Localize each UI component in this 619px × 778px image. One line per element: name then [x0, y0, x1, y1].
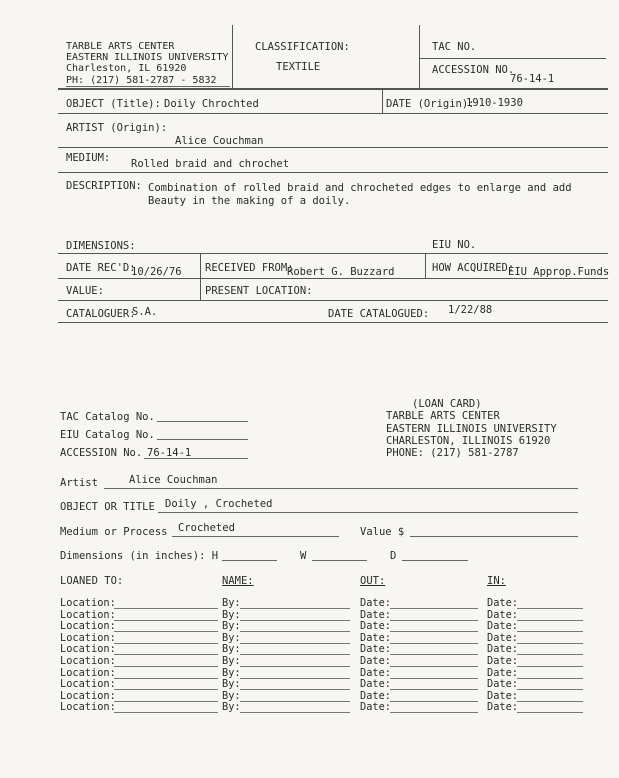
loan-row [60, 598, 590, 610]
location-label: Location: [60, 701, 116, 714]
date-recd-label: DATE REC'D: [66, 262, 136, 274]
loan-value-label: Value $ [360, 526, 405, 538]
loan-medium-line [172, 536, 339, 537]
location-label: Location: [60, 678, 116, 691]
rule-cataloguer [58, 322, 608, 323]
accession-label: ACCESSION NO. [432, 64, 515, 76]
out-date-label: Date: [360, 643, 391, 656]
accession-value: 76-14-1 [510, 73, 555, 85]
date-recd-value: 10/26/76 [131, 266, 182, 278]
loan-object-line [158, 512, 578, 513]
date-catalogued-label: DATE CATALOGUED: [328, 308, 430, 320]
location-label: Location: [60, 631, 116, 644]
location-label: Location: [60, 654, 116, 667]
by-label: By: [222, 597, 241, 609]
location-label: Location: [60, 608, 116, 621]
institution-line-4: PH: (217) 581-2787 - 5832 [66, 75, 217, 86]
location-label: Location: [60, 689, 116, 702]
object-value: Doily Chrochted [164, 98, 259, 110]
header-divider-1 [232, 25, 233, 88]
name-label: NAME: [222, 575, 254, 587]
location-label: Location: [60, 597, 116, 609]
loan-artist-value: Alice Couchman [129, 474, 218, 486]
eiu-no-label: EIU NO. [432, 239, 477, 251]
description-label: DESCRIPTION: [66, 180, 142, 192]
by-label: By: [222, 631, 241, 644]
date-catalogued-value: 1/22/88 [448, 304, 493, 316]
description-line-1: Combination of rolled braid and chrocheted edges to enlarge and add [148, 182, 572, 194]
loan-history-table [60, 598, 590, 714]
depth-line [402, 560, 468, 561]
tac-catalog-label: TAC Catalog No. [60, 411, 155, 423]
out-date-label: Date: [360, 631, 391, 644]
received-from-label: RECEIVED FROM: [205, 262, 294, 274]
tac-no-line [420, 58, 606, 59]
loaned-to-label: LOANED TO: [60, 575, 124, 587]
by-label: By: [222, 701, 241, 714]
medium-value: Rolled braid and chrochet [131, 158, 290, 170]
in-date-label: Date: [487, 631, 518, 644]
loan-address-2: EASTERN ILLINOIS UNIVERSITY [386, 423, 557, 435]
date-origin-label: DATE (Origin): [386, 98, 475, 110]
by-label: By: [222, 689, 241, 702]
loan-artist-label: Artist [60, 477, 98, 489]
loan-accession-label: ACCESSION No. [60, 447, 143, 459]
loan-card-title: (LOAN CARD) [412, 398, 482, 410]
eiu-catalog-label: EIU Catalog No. [60, 429, 155, 441]
out-date-label: Date: [360, 701, 391, 714]
object-date-divider [382, 89, 383, 113]
location-label: Location: [60, 620, 116, 633]
artist-label: ARTIST (Origin): [66, 122, 168, 134]
rule-object [58, 113, 608, 114]
how-acquired-value: EIU Approp.Funds [508, 266, 610, 278]
institution-line-2: EASTERN ILLINOIS UNIVERSITY [66, 52, 229, 63]
depth-label: D [390, 550, 397, 562]
out-date-label: Date: [360, 608, 391, 621]
loan-address-3: CHARLESTON, ILLINOIS 61920 [386, 435, 551, 447]
in-date-label: Date: [487, 678, 518, 691]
by-label: By: [222, 643, 241, 656]
loan-row [60, 656, 590, 668]
rule-value [58, 300, 608, 301]
by-label: By: [222, 666, 241, 679]
in-label: IN: [487, 575, 506, 587]
classification-value: TEXTILE [276, 61, 321, 73]
rule-received [58, 278, 608, 279]
eiu-catalog-line [157, 439, 248, 440]
by-label: By: [222, 608, 241, 621]
loan-dimensions-label: Dimensions (in inches): H [60, 550, 219, 562]
out-label: OUT: [360, 575, 386, 587]
in-date-label: Date: [487, 689, 518, 702]
location-line[interactable] [114, 712, 218, 713]
loan-medium-label: Medium or Process [60, 526, 168, 538]
loan-address-1: TARBLE ARTS CENTER [386, 410, 500, 422]
out-date-label: Date: [360, 666, 391, 679]
loan-row [60, 679, 590, 691]
recd-divider-1 [200, 254, 201, 300]
loan-object-label: OBJECT OR TITLE [60, 501, 155, 513]
institution-line-3: Charleston, IL 61920 [66, 63, 187, 74]
loan-object-value: Doily , Crocheted [165, 498, 273, 510]
present-location-label: PRESENT LOCATION: [205, 285, 313, 297]
object-label: OBJECT (Title): [66, 98, 161, 110]
width-label: W [300, 550, 307, 562]
cataloguer-label: CATALOGUER: [66, 308, 136, 320]
phone-underline [66, 86, 230, 87]
in-date-label: Date: [487, 643, 518, 656]
out-date-label: Date: [360, 654, 391, 667]
medium-label: MEDIUM: [66, 152, 111, 164]
in-date-line[interactable] [517, 712, 583, 713]
tac-no-label: TAC NO. [432, 41, 477, 53]
tac-catalog-line [157, 421, 248, 422]
classification-label: CLASSIFICATION: [255, 41, 350, 53]
loan-medium-value: Crocheted [178, 522, 235, 534]
out-date-label: Date: [360, 689, 391, 702]
by-label: By: [222, 620, 241, 633]
width-line [312, 560, 367, 561]
loan-accession-value: 76-14-1 [147, 447, 192, 459]
out-date-label: Date: [360, 620, 391, 633]
height-line [222, 560, 277, 561]
location-label: Location: [60, 643, 116, 656]
loan-value-line [410, 536, 578, 537]
recd-divider-2 [425, 254, 426, 278]
rule-artist [58, 147, 608, 148]
in-date-label: Date: [487, 654, 518, 667]
date-origin-value: 1910-1930 [466, 97, 523, 109]
out-date-line[interactable] [390, 712, 478, 713]
how-acquired-label: HOW ACQUIRED: [432, 262, 515, 274]
out-date-label: Date: [360, 678, 391, 691]
in-date-label: Date: [487, 597, 518, 609]
dimensions-label: DIMENSIONS: [66, 240, 136, 252]
description-line-2: Beauty in the making of a doily. [148, 195, 351, 207]
received-from-value: Robert G. Buzzard [287, 266, 395, 278]
loan-artist-line [104, 488, 578, 489]
in-date-label: Date: [487, 608, 518, 621]
rule-dimensions [58, 253, 608, 254]
in-date-label: Date: [487, 620, 518, 633]
artist-value: Alice Couchman [175, 135, 264, 147]
rule-header-bottom [58, 88, 608, 90]
out-date-label: Date: [360, 597, 391, 609]
header-divider-2 [419, 25, 420, 88]
rule-medium [58, 172, 608, 173]
loan-row [60, 702, 590, 714]
location-label: Location: [60, 666, 116, 679]
by-line[interactable] [240, 712, 350, 713]
loan-accession-line [144, 458, 248, 459]
cataloguer-value: S.A. [132, 306, 158, 318]
in-date-label: Date: [487, 666, 518, 679]
loan-address-4: PHONE: (217) 581-2787 [386, 447, 519, 459]
by-label: By: [222, 654, 241, 667]
value-label: VALUE: [66, 285, 104, 297]
in-date-label: Date: [487, 701, 518, 714]
by-label: By: [222, 678, 241, 691]
institution-line-1: TARBLE ARTS CENTER [66, 41, 175, 52]
